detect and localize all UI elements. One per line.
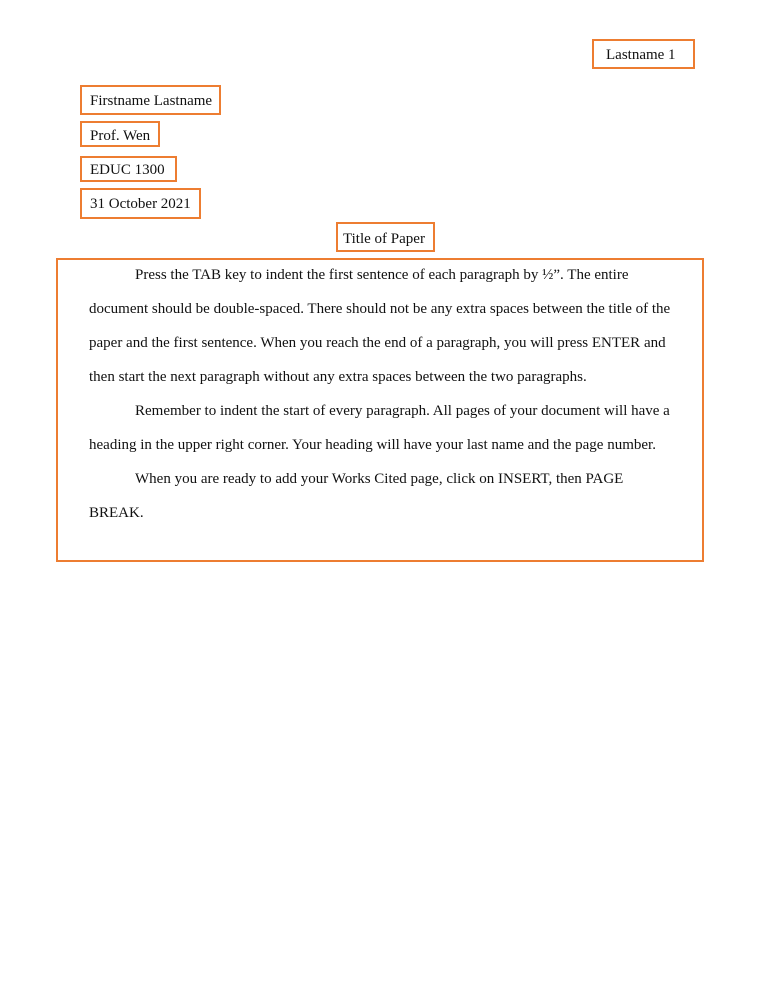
body-line: heading in the upper right corner. Your heading will have your last name and the page number. <box>89 437 656 453</box>
date: 31 October 2021 <box>90 196 191 212</box>
body-line: Remember to indent the start of every paragraph. All pages of your document will have a <box>135 403 670 419</box>
body-line: document should be double-spaced. There should not be any extra spaces between the title of the <box>89 301 671 317</box>
student-name: Firstname Lastname <box>90 93 213 109</box>
running-head: Lastname 1 <box>606 47 676 63</box>
paper-title: Title of Paper <box>343 231 425 247</box>
body-line: When you are ready to add your Works Cited page, click on INSERT, then PAGE <box>135 471 624 487</box>
course-code: EDUC 1300 <box>90 162 165 178</box>
body-line: paper and the first sentence. When you reach the end of a paragraph, you will press ENTER and <box>89 335 666 351</box>
body-line: Press the TAB key to indent the first sentence of each paragraph by ½”. The entire <box>135 267 629 283</box>
instructor-name: Prof. Wen <box>90 128 151 144</box>
body-line: then start the next paragraph without any extra spaces between the two paragraphs. <box>89 369 587 385</box>
body-line: BREAK. <box>89 505 144 521</box>
